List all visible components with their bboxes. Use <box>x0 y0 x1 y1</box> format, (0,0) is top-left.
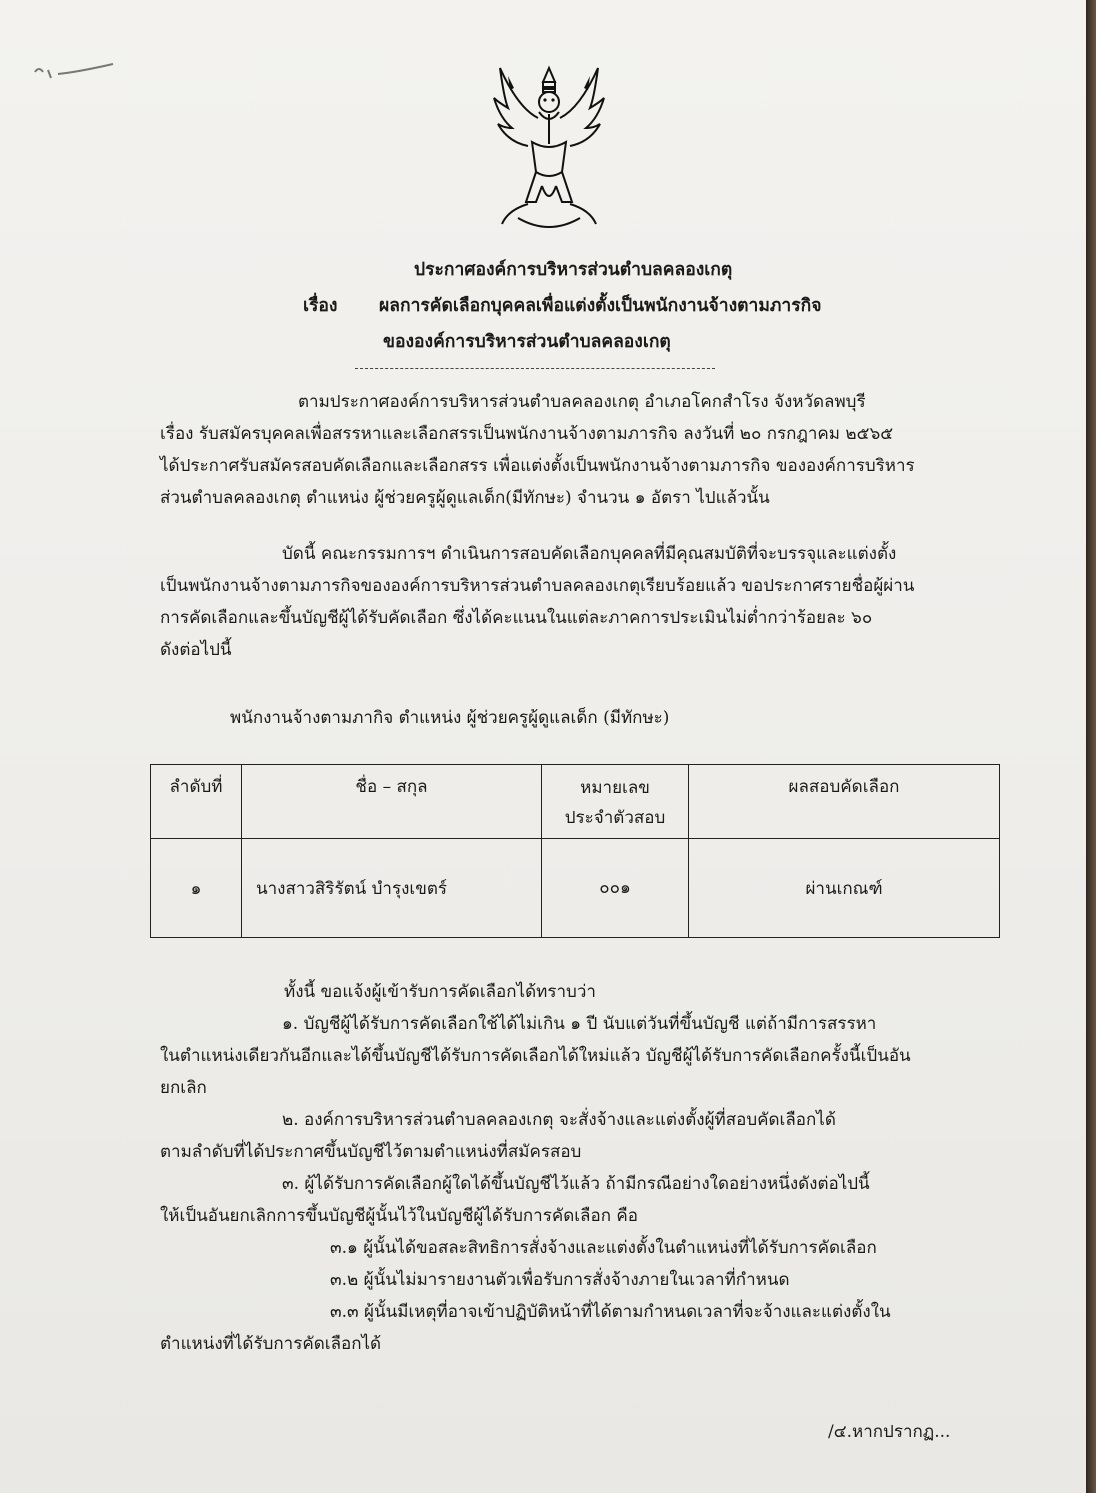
paragraph-line: ตามประกาศองค์การบริหารส่วนตำบลคลองเกตุ อำเภอโคกสำโรง จังหวัดลพบุรี <box>298 392 866 412</box>
table-header-row <box>151 765 1000 839</box>
notice-line: ๓.๑ ผู้นั้นได้ขอสละสิทธิการสั่งจ้างและแต่งตั้งในตำแหน่งที่ได้รับการคัดเลือก <box>330 1238 877 1258</box>
notice-line: ๒. องค์การบริหารส่วนตำบลคลองเกตุ จะสั่งจ้างและแต่งตั้งผู้ที่สอบคัดเลือกได้ <box>282 1110 836 1130</box>
pen-mark-icon <box>30 60 120 90</box>
header-exam-id-line2: ประจำตัวสอบ <box>564 808 666 828</box>
notice-line: ๓.๓ ผู้นั้นมีเหตุที่อาจเข้าปฏิบัติหน้าที่ได้ตามกำหนดเวลาที่จะจ้างและแต่งตั้งใน <box>330 1302 891 1322</box>
notice-intro: ทั้งนี้ ขอแจ้งผู้เข้ารับการคัดเลือกได้ทราบว่า <box>284 982 596 1002</box>
notice-line: ตำแหน่งที่ได้รับการคัดเลือกได้ <box>160 1334 382 1354</box>
announcement-title: ประกาศองค์การบริหารส่วนตำบลคลองเกตุ <box>414 260 733 280</box>
paragraph-line: ดังต่อไปนี้ <box>160 640 232 660</box>
paragraph-line: ได้ประกาศรับสมัครสอบคัดเลือกและเลือกสรร เพื่อแต่งตั้งเป็นพนักงานจ้างตามภารกิจ ขององค์การบริหาร <box>160 456 915 476</box>
notice-line: ในตำแหน่งเดียวกันอีกและได้ขึ้นบัญชีได้รับการคัดเลือกได้ใหม่แล้ว บัญชีผู้ได้รับการคัดเลือกครั้งนี้เป็นอัน <box>160 1046 911 1066</box>
title-divider <box>355 368 715 369</box>
garuda-emblem-icon <box>488 58 610 236</box>
cell-exam-id: ๐๐๑ <box>542 839 689 938</box>
notice-line: ยกเลิก <box>160 1078 207 1098</box>
subject-line-2: ขององค์การบริหารส่วนตำบลคลองเกตุ <box>383 332 671 352</box>
background-edge <box>1086 0 1096 1493</box>
position-heading <box>230 702 1050 734</box>
cell-name: นางสาวสิริรัตน์ บำรุงเขตร์ <box>242 839 542 938</box>
table-row <box>151 839 1000 938</box>
notice-line: ๓. ผู้ได้รับการคัดเลือกผู้ใดได้ขึ้นบัญชีไว้แล้ว ถ้ามีกรณีอย่างใดอย่างหนึ่งดังต่อไปนี้ <box>282 1174 870 1194</box>
header-exam-id-line1: หมายเลข <box>580 778 650 798</box>
results-table <box>150 764 1000 938</box>
cell-no: ๑ <box>151 839 242 938</box>
header-name: ชื่อ – สกุล <box>242 765 542 839</box>
paragraph-line: บัดนี้ คณะกรรมการฯ ดำเนินการสอบคัดเลือกบุคคลที่มีคุณสมบัติที่จะบรรจุและแต่งตั้ง <box>282 544 897 564</box>
header-no: ลำดับที่ <box>151 765 242 839</box>
continued-marker: /๔.หากปรากฏ... <box>828 1422 951 1442</box>
cell-result: ผ่านเกณฑ์ <box>689 839 1000 938</box>
subject-line-1: ผลการคัดเลือกบุคคลเพื่อแต่งตั้งเป็นพนักงานจ้างตามภารกิจ <box>379 296 822 316</box>
subject-label: เรื่อง <box>303 296 338 316</box>
paragraph-line: ส่วนตำบลคลองเกตุ ตำแหน่ง ผู้ช่วยครูผู้ดูแลเด็ก(มีทักษะ) จำนวน ๑ อัตรา ไปแล้วนั้น <box>160 488 770 508</box>
notice-line: ๑. บัญชีผู้ได้รับการคัดเลือกใช้ได้ไม่เกิน ๑ ปี นับแต่วันที่ขึ้นบัญชี แต่ถ้ามีการสรรหา <box>282 1014 877 1034</box>
notice-section <box>160 976 980 1360</box>
notice-line: ให้เป็นอันยกเลิกการขึ้นบัญชีผู้นั้นไว้ในบัญชีผู้ได้รับการคัดเลือก คือ <box>160 1206 638 1226</box>
paragraph-line: เป็นพนักงานจ้างตามภารกิจขององค์การบริหารส่วนตำบลคลองเกตุเรียบร้อยแล้ว ขอประกาศรายชื่อผู้ผ่าน <box>160 576 915 596</box>
paragraph-line: เรื่อง รับสมัครบุคคลเพื่อสรรหาและเลือกสรรเป็นพนักงานจ้างตามภารกิจ ลงวันที่ ๒๐ กรกฎาคม ๒๕๖๕ <box>160 424 894 444</box>
paragraph-results-intro <box>160 538 980 666</box>
notice-line: ตามลำดับที่ได้ประกาศขึ้นบัญชีไว้ตามตำแหน่งที่สมัครสอบ <box>160 1142 582 1162</box>
paragraph-line: การคัดเลือกและขึ้นบัญชีผู้ได้รับคัดเลือก ซึ่งได้คะแนนในแต่ละภาคการประเมินไม่ต่ำกว่าร้อยละ ๖๐ <box>160 608 873 628</box>
paragraph-announcement-reference <box>160 386 980 514</box>
notice-line: ๓.๒ ผู้นั้นไม่มารายงานตัวเพื่อรับการสั่งจ้างภายในเวลาที่กำหนด <box>330 1270 790 1290</box>
header-result: ผลสอบคัดเลือก <box>689 765 1000 839</box>
header-exam-id <box>542 765 689 839</box>
position-heading-text: พนักงานจ้างตามภากิจ ตำแหน่ง ผู้ช่วยครูผู้ดูแลเด็ก (มีทักษะ) <box>230 708 670 728</box>
